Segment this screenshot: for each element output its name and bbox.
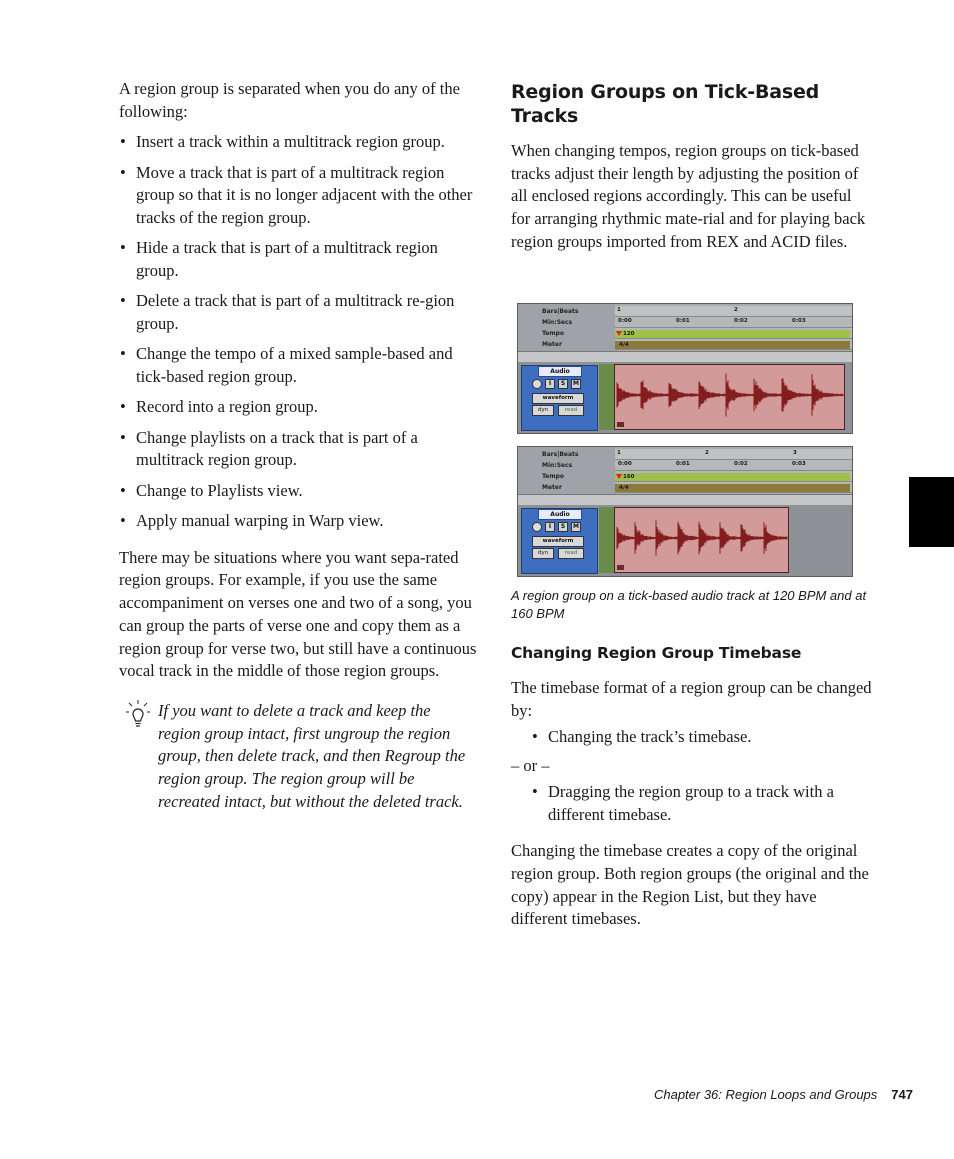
subsection-heading: Changing Region Group Timebase (511, 644, 802, 662)
view-selector: waveform (532, 393, 584, 404)
list-item: • Insert a track within a multitrack region group. (119, 131, 477, 154)
edit-window-screenshot-160bpm (517, 446, 853, 577)
seconds-tick: 0:02 (734, 461, 748, 467)
tempo-lane (615, 473, 850, 481)
or-separator: – or – (511, 756, 550, 776)
automation-mode: read (558, 548, 584, 559)
list-item: • Apply manual warping in Warp view. (119, 510, 477, 533)
page-number: 747 (891, 1087, 913, 1102)
figure-caption: A region group on a tick-based audio track at 120 BPM and at 160 BPM (511, 588, 867, 621)
view-selector: waveform (532, 536, 584, 547)
track-button: M (571, 379, 581, 389)
waveform-graphic (615, 510, 789, 566)
track-button: I (545, 522, 555, 532)
ruler-label: Min:Secs (542, 462, 573, 469)
bar-number: 2 (734, 307, 738, 313)
list-item: • Hide a track that is part of a multitrack region group. (119, 237, 477, 282)
right-column (511, 80, 873, 254)
ruler-label: Meter (542, 341, 562, 348)
list-item: • Record into a region group. (119, 396, 477, 419)
ruler-label: Bars|Beats (542, 451, 579, 458)
list-item: • Changing the track’s timebase. (531, 726, 873, 749)
edit-window-screenshot-120bpm (517, 303, 853, 434)
meter-lane (615, 341, 850, 349)
intro-paragraph: A region group is separated when you do any of the following: (119, 79, 460, 121)
timebase-list-2 (531, 781, 873, 826)
meter-lane (615, 484, 850, 492)
dyn-button: dyn (532, 405, 554, 416)
section-heading: Region Groups on Tick-Based Tracks (511, 81, 820, 127)
seconds-tick: 0:00 (618, 318, 632, 324)
list-item: • Dragging the region group to a track with a different timebase. (531, 781, 873, 826)
chapter-thumb-tab (909, 477, 954, 547)
region-name-tag (617, 422, 624, 427)
ruler-label: Min:Secs (542, 319, 573, 326)
list-item: • Change playlists on a track that is part of a multitrack region group. (119, 427, 477, 472)
meter-value: 4/4 (619, 485, 629, 491)
seconds-tick: 0:00 (618, 461, 632, 467)
bar-number: 2 (705, 450, 709, 456)
bar-number: 3 (793, 450, 797, 456)
track-button: I (545, 379, 555, 389)
list-item: • Change to Playlists view. (119, 480, 477, 503)
record-button (532, 379, 542, 389)
list-item: • Change the tempo of a mixed sample-based and tick-based region group. (119, 343, 477, 388)
ruler-label: Bars|Beats (542, 308, 579, 315)
chapter-title: Chapter 36: Region Loops and Groups (653, 1087, 878, 1102)
track-button: S (558, 379, 568, 389)
left-column (119, 78, 477, 813)
waveform-graphic (615, 367, 845, 423)
region-name-tag (617, 565, 624, 570)
seconds-tick: 0:03 (792, 318, 806, 324)
timebase-list-1 (531, 726, 873, 749)
tempo-marker-icon (616, 474, 622, 479)
tempo-paragraph: When changing tempos, region groups on tick-based tracks adjust their length by adjusting the position of all enclosed regions accordingly. This can be useful for arranging rhythmic mate-rial and for playing back region groups imported from REX and ACID files. (511, 141, 866, 251)
copy-paragraph: Changing the timebase creates a copy of the original region group. Both region groups (the original and the copy) appear in the Region List, but they have different timebases. (511, 841, 869, 929)
automation-mode: read (558, 405, 584, 416)
audio-region (614, 507, 789, 573)
track-name-field: Audio (538, 509, 582, 520)
ruler-lane (615, 449, 852, 460)
separation-list (119, 131, 477, 532)
bar-number: 1 (617, 307, 621, 313)
meter-rail (599, 507, 614, 573)
list-item: • Move a track that is part of a multitrack region group so that it is no longer adjacent with the other tracks of the region group. (119, 162, 477, 230)
track-button: M (571, 522, 581, 532)
ruler-label: Meter (542, 484, 562, 491)
list-item: • Delete a track that is part of a multitrack re-gion group. (119, 290, 477, 335)
meter-value: 4/4 (619, 342, 629, 348)
seconds-tick: 0:01 (676, 318, 690, 324)
meter-rail (599, 364, 614, 430)
lightbulb-icon (126, 700, 150, 732)
seconds-tick: 0:01 (676, 461, 690, 467)
seconds-tick: 0:02 (734, 318, 748, 324)
tempo-value: 120 (623, 331, 635, 337)
seconds-tick: 0:03 (792, 461, 806, 467)
tempo-value: 160 (623, 474, 635, 480)
tip-box (119, 700, 477, 814)
track-button: S (558, 522, 568, 532)
right-column-lower (511, 587, 873, 931)
record-button (532, 522, 542, 532)
audio-region (614, 364, 845, 430)
ruler-label: Tempo (542, 473, 565, 480)
tempo-marker-icon (616, 331, 622, 336)
track-name-field: Audio (538, 366, 582, 377)
timebase-paragraph: The timebase format of a region group can be changed by: (511, 678, 872, 720)
page-footer (654, 1087, 913, 1102)
tempo-lane (615, 330, 850, 338)
bar-number: 1 (617, 450, 621, 456)
tip-text: If you want to delete a track and keep the region group intact, first ungroup the region group, then delete track, and then Regroup the region group. The region group will be recreated intact, but without the deleted track. (158, 700, 466, 811)
dyn-button: dyn (532, 548, 554, 559)
example-paragraph: There may be situations where you want sepa-rated region groups. For example, if you use the same accompaniment on verses one and two of a song, you can group the parts of verse one and copy them as a region group for verse two, but still have a continuous vocal track in the middle of those region groups. (119, 547, 477, 681)
ruler-label: Tempo (542, 330, 565, 337)
